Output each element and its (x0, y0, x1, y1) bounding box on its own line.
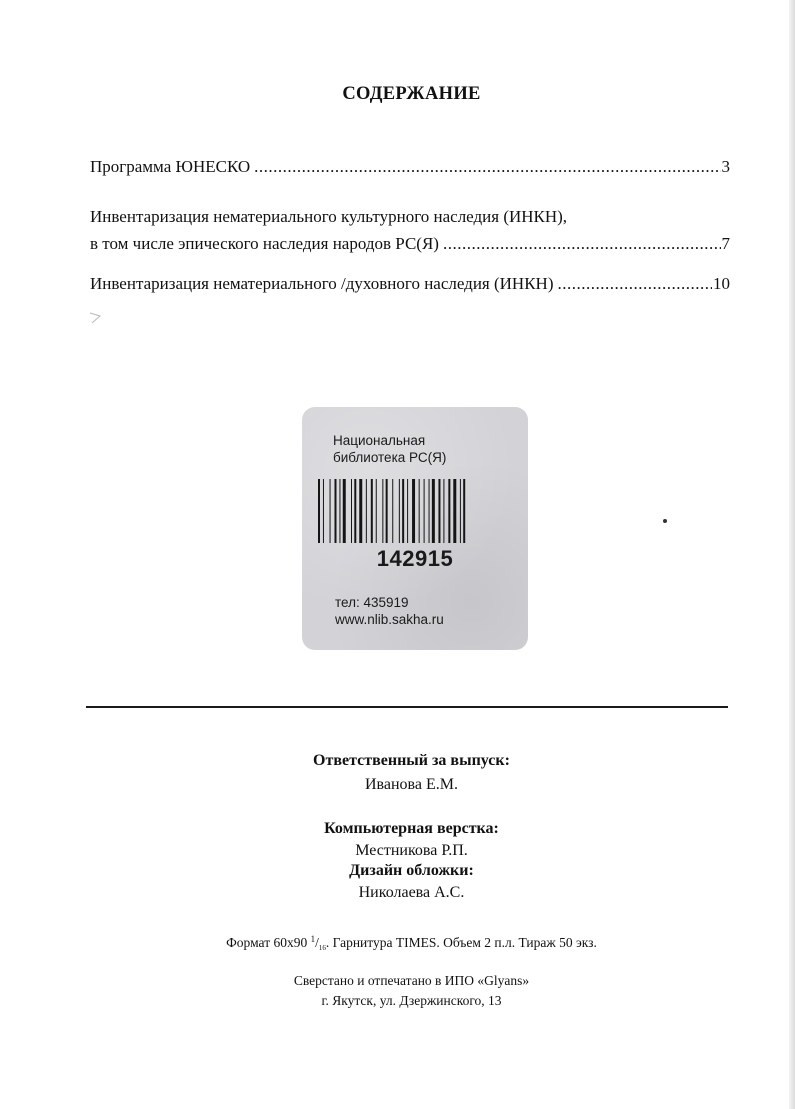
toc-page-number: 3 (721, 157, 730, 176)
barcode-bar (386, 479, 388, 543)
pencil-mark (88, 310, 108, 326)
toc-line (90, 230, 730, 257)
barcode-bar (424, 479, 425, 543)
horizontal-rule (86, 706, 728, 708)
barcode-bar (318, 479, 320, 543)
barcode-bar (463, 479, 465, 543)
barcode-bar (399, 479, 400, 543)
format-fraction-slash: / (315, 935, 319, 950)
credit-label-layout: Компьютерная верстка: (324, 820, 499, 837)
credit-name-cover-design: Николаева А.С. (358, 884, 465, 901)
library-website: www.nlib.sakha.ru (335, 612, 444, 627)
barcode-bar (382, 479, 383, 543)
barcode (318, 479, 510, 543)
barcode-bar (453, 479, 456, 543)
barcode-bar (402, 479, 404, 543)
toc-entry-inkn-spiritual (90, 270, 730, 297)
toc-dot-leader (254, 153, 720, 180)
toc-title: Программа ЮНЕСКО (90, 157, 251, 176)
toc-line (90, 153, 730, 180)
barcode-bar (407, 479, 408, 543)
toc-entry-inkn-epic (90, 203, 730, 257)
library-barcode-sticker (302, 407, 528, 650)
format-fraction-denominator: 16 (318, 944, 326, 952)
printer-address: г. Якутск, ул. Дзержинского, 13 (321, 993, 502, 1008)
barcode-bar (412, 479, 415, 543)
toc-dot-leader (558, 270, 713, 297)
toc-page-number: 10 (713, 274, 730, 293)
credit-label-cover-design: Дизайн обложки: (349, 862, 474, 879)
library-phone: тел: 435919 (335, 595, 409, 610)
barcode-bar (392, 479, 393, 543)
library-name-line: Национальная (333, 433, 426, 448)
barcode-bar (330, 479, 331, 543)
credit-name-editor: Иванова Е.М. (364, 776, 458, 793)
barcode-bar (323, 479, 324, 543)
toc-entry-unesco (90, 153, 730, 180)
barcode-bar (460, 479, 461, 543)
toc-title: Инвентаризация нематериального /духовного наследия (ИНКН) (90, 274, 554, 293)
printer-line: Сверстано и отпечатано в ИПО «Glyans» (293, 973, 530, 988)
barcode-bar (351, 479, 352, 543)
barcode-bar (448, 479, 450, 543)
barcode-bar (339, 479, 340, 543)
credit-label-editor: Ответственный за выпуск: (313, 752, 510, 769)
toc-title: в том числе эпического наследия народов РС(Я) (90, 234, 439, 253)
barcode-bar (335, 479, 337, 543)
barcode-bar (419, 479, 420, 543)
barcode-bar (354, 479, 356, 543)
page-heading: СОДЕРЖАНИЕ (342, 84, 481, 104)
barcode-bar (366, 479, 367, 543)
ink-speck (663, 519, 667, 523)
credit-name-layout: Местникова Р.П. (355, 842, 468, 859)
barcode-number: 142915 (376, 546, 454, 571)
barcode-bar (371, 479, 373, 543)
barcode-bar (343, 479, 346, 543)
toc-page-number: 7 (721, 234, 730, 253)
toc-line (90, 270, 730, 297)
barcode-bar (443, 479, 444, 543)
barcode-bar (432, 479, 435, 543)
print-format-line (0, 934, 795, 952)
format-prefix: Формат 60х90 (226, 935, 308, 950)
barcode-bar (429, 479, 430, 543)
format-fraction-numerator: 1 (310, 934, 316, 944)
toc-title-first-line: Инвентаризация нематериального культурного наследия (ИНКН), (90, 207, 568, 226)
library-name-line: библиотека РС(Я) (333, 450, 447, 465)
library-name (333, 432, 503, 466)
toc-dot-leader (443, 230, 721, 257)
barcode-bar (359, 479, 362, 543)
barcode-bar (438, 479, 440, 543)
barcode-bar (376, 479, 377, 543)
format-details: . Гарнитура TIMES. Объем 2 п.л. Тираж 50 экз. (325, 935, 597, 950)
